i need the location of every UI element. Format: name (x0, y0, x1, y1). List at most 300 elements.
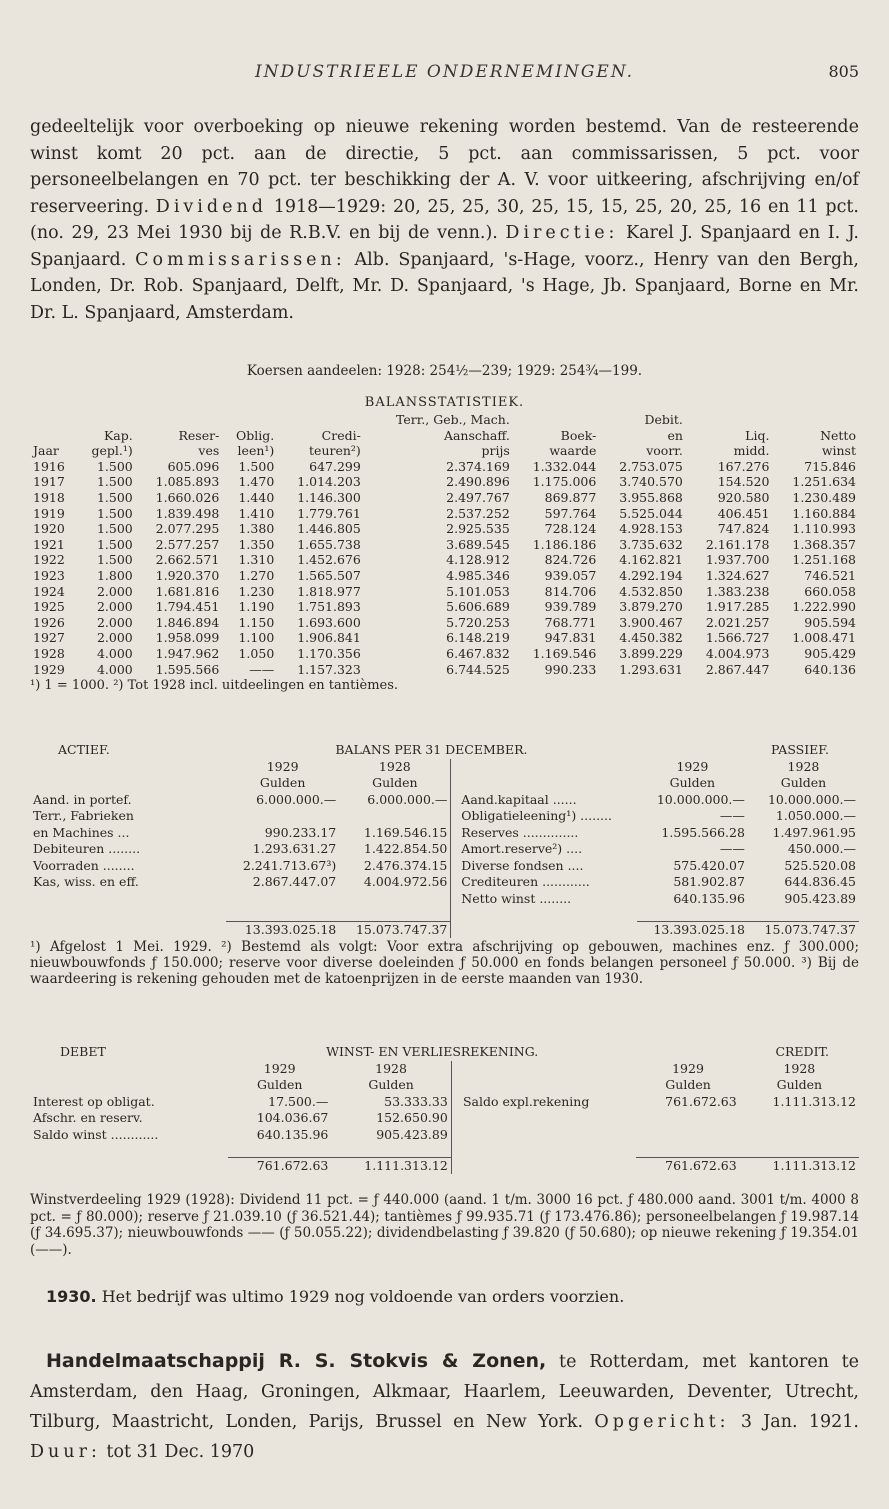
stats-value-cell: 2.867.447 (705, 661, 770, 677)
stats-value-cell: 1.170.356 (297, 645, 361, 661)
ledger-right-value-1: 575.420.07 (673, 857, 745, 873)
ledger-right-value-1: —— (719, 808, 745, 823)
ledger-left-value-1: 640.135.96 (256, 1126, 329, 1142)
stats-year-cell: 1927 (33, 630, 65, 646)
ledger-left-value-1 (226, 808, 339, 825)
balance-sheet (30, 742, 859, 987)
ledger-left-value-2 (339, 808, 451, 825)
stats-value-cell: 1.958.099 (155, 630, 220, 646)
ledger-right-label: Aand.kapitaal ...... (461, 791, 577, 807)
stats-value-cell: 4.292.194 (619, 567, 683, 583)
stats-value-cell: 1.947.962 (155, 645, 220, 661)
note-1930 (30, 1286, 859, 1308)
stats-header-cell: Aanschaff. (443, 427, 510, 443)
company-text: te Rotterdam, met kantoren te Amsterdam, den Haag, Groningen, Alkmaar, Haarlem, Leeuwarden, Deventer, Utrecht, Tilburg, Maastricht, Londen, Parijs, Brussel en New York. (30, 1352, 859, 1432)
stats-value-cell: —— (249, 661, 275, 677)
stats-value-cell: 1.906.841 (297, 630, 361, 646)
stats-value-cell: 1.800 (96, 567, 133, 583)
ledger-left-label: Kas, wiss. en eff. (33, 874, 139, 889)
stats-value-cell: 1.251.168 (792, 552, 856, 568)
stats-header-cell (222, 412, 277, 428)
ledger-row (30, 825, 859, 842)
stats-value-cell: 1.500 (96, 489, 133, 505)
note-1930-year: 1930. (46, 1287, 97, 1306)
profit-loss (30, 1044, 859, 1174)
stats-value-cell: 647.299 (309, 458, 361, 474)
stats-value-cell: 6.744.525 (446, 661, 510, 677)
pl-total-left-1: 761.672.63 (228, 1157, 331, 1174)
pl-year-left-1: 1929 (263, 1060, 296, 1076)
stats-value-cell: 6.148.219 (446, 630, 510, 646)
stats-value-cell: 3.900.467 (619, 614, 683, 630)
stats-value-cell: 746.521 (804, 567, 856, 583)
pl-total-left-2: 1.111.313.12 (331, 1157, 451, 1174)
ledger-row (30, 874, 859, 891)
ledger-right-value-1: —— (719, 841, 745, 856)
ledger-left-label: Debiteuren ........ (33, 841, 141, 856)
stats-value-cell: 1.190 (238, 599, 275, 615)
stats-year-cell: 1919 (33, 505, 65, 521)
ledger-row (30, 841, 859, 858)
bs-year-left-2: 1928 (378, 758, 411, 774)
stats-value-cell: 814.706 (544, 583, 597, 599)
stats-value-cell: 1.920.370 (155, 567, 220, 583)
credit-label: CREDIT. (775, 1044, 829, 1059)
ledger-row (30, 808, 859, 825)
stats-value-cell: 1.566.727 (705, 630, 770, 646)
table-row (30, 584, 859, 600)
stats-value-cell: 1.383.238 (705, 583, 770, 599)
table-row (30, 552, 859, 568)
directie-label: Directie: (505, 223, 619, 243)
stats-value-cell: 1.008.471 (792, 630, 856, 646)
pl-unit-right-1: Gulden (665, 1077, 711, 1092)
ledger-right-label: Crediteuren ............ (461, 874, 590, 889)
stats-value-cell: 1.500 (238, 458, 275, 474)
stats-header-cell: voorr. (646, 443, 683, 459)
balance-stats-table (30, 412, 859, 677)
stats-header-row (30, 428, 859, 444)
stats-value-cell: 1.917.285 (705, 599, 770, 615)
stats-header-cell: gepl.¹) (91, 443, 133, 459)
koersen-line: Koersen aandeelen: 1928: 254½—239; 1929: 254¾—199. (246, 363, 643, 379)
bs-unit-right-2: Gulden (780, 775, 827, 790)
stats-value-cell: 1.500 (96, 474, 133, 490)
stats-value-cell: 1.839.498 (155, 505, 220, 521)
stats-value-cell: 1.222.990 (792, 599, 856, 615)
pl-total-right-2: 1.111.313.12 (740, 1157, 859, 1174)
ledger-left-label: Saldo winst ............ (33, 1126, 159, 1142)
stats-header-cell (30, 428, 77, 444)
stats-value-cell: 2.925.535 (446, 521, 510, 537)
ledger-left-value-2: 905.423.89 (376, 1126, 448, 1142)
stats-header-cell: teuren²) (309, 443, 361, 459)
bs-total-right-2: 15.073.747.37 (748, 921, 859, 938)
bs-year-right-2: 1928 (787, 758, 820, 774)
ledger-left-label: Terr., Fabrieken (33, 808, 134, 823)
stats-value-cell: 1.230 (238, 583, 275, 599)
stats-year-cell: 1924 (33, 583, 65, 599)
stats-value-cell: 4.450.382 (619, 630, 683, 646)
winstverdeeling: Winstverdeeling 1929 (1928): Dividend 11 pct. = ƒ 440.000 (aand. 1 t/m. 3000 16 pct. ƒ 480.000 aand. 3001 t/m. 4000 8 pct. = ƒ 80.000); reserve ƒ 21.039.10 (ƒ 36.521.44); tantièmes ƒ 99.935.71 (ƒ 173.476.86); personeelbelangen ƒ 19.987.14 (ƒ 34.695.37); nieuwbouwfonds —— (ƒ 50.055.22); dividendbelasting ƒ 39.820 (ƒ 50.680); op nieuwe rekening ƒ 19.354.01 (——). (30, 1192, 859, 1258)
stats-value-cell: 1.470 (238, 474, 275, 490)
ledger-left-value-2: 53.333.33 (384, 1093, 448, 1109)
bs-year-right-1: 1929 (676, 758, 709, 774)
stats-value-cell: 905.594 (804, 614, 856, 630)
stats-year-cell: 1928 (33, 645, 65, 661)
pl-unit-left-1: Gulden (256, 1077, 303, 1092)
stats-value-cell: 4.128.912 (446, 552, 510, 568)
stats-header-cell: Oblig. (236, 427, 275, 443)
stats-value-cell: 2.753.075 (619, 458, 683, 474)
stats-value-cell: 1.332.044 (532, 458, 597, 474)
stats-header-cell: prijs (481, 443, 510, 459)
stats-value-cell: 2.077.295 (155, 521, 220, 537)
stats-value-cell: 1.452.676 (297, 552, 361, 568)
running-header (30, 62, 859, 90)
stats-value-cell: 1.186.186 (532, 536, 597, 552)
ledger-left-label: Interest op obligat. (33, 1093, 155, 1109)
stats-header-cell: leen¹) (237, 443, 275, 459)
stats-value-cell: 1.169.546 (532, 645, 597, 661)
stats-value-cell: 3.689.545 (446, 536, 510, 552)
balance-stats-title: BALANSSTATISTIEK. (364, 395, 525, 410)
balance-sheet-table (30, 742, 859, 938)
stats-value-cell: 5.720.253 (446, 614, 510, 630)
ledger-right-label: Amort.reserve²) .... (461, 841, 583, 856)
table-row (30, 646, 859, 662)
stats-value-cell: 747.824 (717, 521, 770, 537)
directie-text: Karel J. Spanjaard en I. J. Spanjaard. (30, 223, 859, 270)
stats-header-cell: ves (198, 443, 220, 459)
stats-value-cell: 406.451 (717, 505, 770, 521)
ledger-left-value-2: 1.422.854.50 (363, 841, 448, 856)
actief-label: ACTIEF. (58, 742, 110, 757)
ledger-right-value-1: 581.902.87 (673, 874, 745, 889)
stats-value-cell: 990.233 (544, 661, 597, 677)
stats-value-cell: 3.879.270 (619, 599, 683, 615)
dividend-label: Dividend (155, 196, 267, 217)
stats-value-cell: 1.937.700 (705, 552, 770, 568)
stats-value-cell: 920.580 (717, 489, 770, 505)
company-name: Handelmaatschappij R. S. Stokvis & Zonen, (46, 1350, 547, 1372)
stats-value-cell: 154.520 (717, 474, 770, 490)
stats-value-cell: 1.270 (238, 567, 275, 583)
stats-value-cell: 1.110.993 (792, 521, 856, 537)
ledger-left-value-2: 2.476.374.15 (363, 857, 448, 873)
stats-value-cell: 3.740.570 (619, 474, 683, 490)
stats-header-cell (686, 412, 773, 428)
stats-value-cell: 1.150 (238, 614, 275, 630)
stats-header-cell: Kap. (103, 427, 133, 443)
stats-value-cell: 1.693.600 (297, 614, 361, 630)
stats-value-cell: 1.681.816 (155, 583, 220, 599)
stats-value-cell: 1.310 (238, 552, 275, 568)
bs-year-left-1: 1929 (266, 758, 299, 774)
stats-value-cell: 1.050 (238, 645, 275, 661)
stats-value-cell: 1.157.323 (297, 661, 361, 677)
stats-value-cell: 1.446.805 (297, 521, 361, 537)
stats-value-cell: 1.100 (238, 630, 275, 646)
stats-header-cell (772, 412, 859, 428)
debet-label: DEBET (60, 1044, 106, 1059)
commissarissen-label: Commissarissen: (135, 249, 346, 270)
stats-value-cell: 2.161.178 (705, 536, 770, 552)
stats-year-cell: 1922 (33, 552, 65, 568)
profit-loss-table (30, 1044, 859, 1174)
ledger-right-value-2: 525.520.08 (784, 857, 856, 873)
stats-value-cell: 1.500 (96, 536, 133, 552)
bs-unit-left-1: Gulden (259, 775, 306, 790)
ledger-left-value-1: 2.867.447.07 (252, 874, 337, 889)
stats-header-row (30, 443, 859, 459)
stats-value-cell: 1.230.489 (792, 489, 856, 505)
ledger-right-label: Diverse fondsen .... (461, 857, 584, 873)
stats-value-cell: 2.000 (96, 599, 133, 615)
running-title: INDUSTRIEELE ONDERNEMINGEN. (254, 62, 635, 82)
opgericht-label: Opgericht: (594, 1412, 730, 1432)
stats-header-cell (513, 412, 600, 428)
pl-unit-right-2: Gulden (776, 1077, 823, 1092)
stats-value-cell: 1.779.761 (297, 505, 361, 521)
ledger-right-label: Reserves .............. (461, 824, 579, 840)
stats-value-cell: 4.162.821 (619, 552, 683, 568)
table-row (30, 568, 859, 584)
ledger-left-value-2: 6.000.000.— (367, 791, 448, 807)
passief-label: PASSIEF. (771, 742, 829, 757)
ledger-row (30, 1127, 859, 1144)
stats-value-cell: 1.595.566 (155, 661, 220, 677)
balance-stats-footnote: ¹) 1 = 1000. ²) Tot 1928 incl. uitdeelingen en tantièmes. (30, 678, 399, 694)
stats-value-cell: 1.085.893 (155, 474, 220, 490)
stats-value-cell: 1.014.203 (297, 474, 361, 490)
stats-value-cell: 2.000 (96, 583, 133, 599)
stats-value-cell: 4.004.973 (705, 645, 770, 661)
stats-value-cell: 1.818.977 (297, 583, 361, 599)
stats-value-cell: 1.751.893 (297, 599, 361, 615)
table-row (30, 490, 859, 506)
stats-value-cell: 2.000 (96, 630, 133, 646)
stats-value-cell: 2.490.896 (446, 474, 510, 490)
stats-header-row (30, 412, 859, 428)
ledger-left-value-2: 1.169.546.15 (363, 824, 448, 840)
stats-header-cell (277, 412, 364, 428)
bs-total-right-1: 13.393.025.18 (637, 921, 748, 938)
stats-value-cell: 2.000 (96, 614, 133, 630)
stats-value-cell: 1.846.894 (155, 614, 220, 630)
ledger-row (30, 1110, 859, 1127)
stats-value-cell: 4.000 (96, 645, 133, 661)
ledger-left-value-1: 6.000.000.— (256, 791, 337, 807)
stats-value-cell: 728.124 (544, 521, 597, 537)
stats-value-cell: 1.440 (238, 489, 275, 505)
ledger-left-label: en Machines ... (33, 824, 130, 840)
ledger-right-value-2: 1.111.313.12 (772, 1093, 856, 1109)
ledger-left-value-1: 17.500.— (268, 1093, 329, 1109)
stats-value-cell: 1.160.884 (792, 505, 856, 521)
duur-label: Duur: (30, 1442, 101, 1462)
stats-value-cell: 4.985.346 (446, 567, 510, 583)
ledger-left-label: Voorraden ........ (33, 857, 135, 873)
stats-year-cell: 1929 (33, 661, 65, 677)
stats-value-cell: 947.831 (544, 630, 597, 646)
stats-value-cell: 3.955.868 (619, 489, 683, 505)
bs-total-left-2: 15.073.747.37 (339, 921, 451, 938)
stats-header-cell (30, 412, 77, 428)
stats-value-cell: 3.899.229 (619, 645, 683, 661)
stats-value-cell: 3.735.632 (619, 536, 683, 552)
stats-value-cell: 2.537.252 (446, 505, 510, 521)
stats-value-cell: 1.794.451 (155, 599, 220, 615)
balance-sheet-footnote: ¹) Afgelost 1 Mei. 1929. ²) Bestemd als volgt: Voor extra afschrijving op gebouwen, machines enz. ƒ 300.000; nieuwbouwfonds ƒ 150.000; reserve voor diverse doeleinden ƒ 50.000 en fonds belangen personeel ƒ 50.000. ³) Bij de waardeering is rekening gehouden met de katoenprijzen in de eerste maanden van 1930. (30, 939, 859, 987)
stats-value-cell: 597.764 (544, 505, 597, 521)
stats-value-cell: 1.500 (96, 521, 133, 537)
stats-value-cell: 1.565.507 (297, 567, 361, 583)
stats-value-cell: 1.350 (238, 536, 275, 552)
stats-value-cell: 640.136 (804, 661, 856, 677)
bs-unit-left-2: Gulden (372, 775, 418, 790)
company-entry (30, 1346, 859, 1467)
table-row (30, 474, 859, 490)
stats-value-cell: 869.877 (544, 489, 597, 505)
stats-value-cell: 2.021.257 (705, 614, 770, 630)
stats-year-cell: 1918 (33, 489, 65, 505)
stats-header-cell (136, 412, 223, 428)
table-row (30, 662, 859, 678)
stats-value-cell: 660.058 (804, 583, 856, 599)
note-1930-text: Het bedrijf was ultimo 1929 nog voldoende van orders voorzien. (101, 1287, 625, 1306)
ledger-right-value-2: 644.836.45 (784, 874, 856, 889)
stats-value-cell: 715.846 (804, 458, 856, 474)
bs-total-left-1: 13.393.025.18 (226, 921, 339, 938)
ledger-right-value-2: 10.000.000.— (767, 791, 856, 807)
table-row (30, 506, 859, 522)
stats-value-cell: 1.146.300 (297, 489, 361, 505)
stats-value-cell: 4.532.850 (619, 583, 683, 599)
stats-header-cell: Liq. (745, 427, 770, 443)
ledger-right-label: Obligatieleening¹) ........ (461, 808, 612, 823)
stats-value-cell: 1.324.627 (705, 567, 770, 583)
stats-header-cell: Boek- (560, 427, 597, 443)
ledger-right-value-1: 1.595.566.28 (661, 824, 745, 840)
table-row (30, 599, 859, 615)
ledger-row (30, 891, 859, 908)
stats-value-cell: 4.928.153 (619, 521, 683, 537)
stats-header-cell: Jaar (33, 443, 59, 459)
stats-value-cell: 1.380 (238, 521, 275, 537)
stats-value-cell: 2.577.257 (155, 536, 220, 552)
stats-value-cell: 5.101.053 (446, 583, 510, 599)
stats-header-cell: Reser- (178, 427, 220, 443)
ledger-right-value-2: 1.050.000.— (775, 808, 856, 823)
stats-value-cell: 5.525.044 (619, 505, 683, 521)
ledger-left-value-2: 4.004.972.56 (363, 874, 448, 889)
stats-value-cell: 824.726 (544, 552, 597, 568)
ledger-right-value-1: 761.672.63 (665, 1093, 737, 1109)
stats-value-cell: 605.096 (167, 458, 220, 474)
ledger-row (30, 1094, 859, 1111)
ledger-right-value-1: 10.000.000.— (656, 791, 745, 807)
stats-value-cell: 1.500 (96, 458, 133, 474)
stats-header-cell: Netto (820, 427, 856, 443)
pl-year-left-2: 1928 (375, 1060, 407, 1076)
pl-total-right-1: 761.672.63 (636, 1157, 739, 1174)
stats-value-cell: 905.429 (804, 645, 856, 661)
stats-value-cell: 1.368.357 (792, 536, 856, 552)
ledger-left-value-1: 2.241.713.67³) (242, 857, 337, 873)
ledger-left-label: Afschr. en reserv. (33, 1110, 143, 1125)
pl-year-right-2: 1928 (783, 1060, 816, 1076)
stats-header-cell: Terr., Geb., Mach. (395, 412, 510, 427)
balance-sheet-title: BALANS PER 31 DECEMBER. (335, 742, 528, 757)
stats-header-cell: Debit. (644, 412, 683, 427)
ledger-right-label: Netto winst ........ (461, 890, 572, 906)
duur-text: tot 31 Dec. 1970 (106, 1442, 255, 1462)
stats-value-cell: 2.374.169 (446, 458, 510, 474)
stats-value-cell: 1.175.006 (532, 474, 597, 490)
stats-value-cell: 167.276 (717, 458, 770, 474)
ledger-right-value-2: 1.497.961.95 (772, 824, 856, 840)
page-number: 805 (828, 62, 859, 81)
stats-value-cell: 768.771 (544, 614, 597, 630)
stats-year-cell: 1917 (33, 474, 65, 490)
stats-header-cell: winst (821, 443, 856, 459)
ledger-right-value-2: 905.423.89 (784, 890, 856, 906)
stats-header-cell: midd. (733, 443, 770, 459)
stats-value-cell: 2.497.767 (446, 489, 510, 505)
stats-value-cell: 4.000 (96, 661, 133, 677)
ledger-right-value-2: 450.000.— (787, 841, 856, 856)
ledger-row (30, 792, 859, 809)
ledger-left-value-2: 152.650.90 (376, 1110, 448, 1125)
intro-paragraph (30, 114, 859, 326)
stats-value-cell: 1.655.738 (297, 536, 361, 552)
stats-value-cell: 1.410 (238, 505, 275, 521)
stats-value-cell: 6.467.832 (446, 645, 510, 661)
stats-year-cell: 1916 (33, 458, 65, 474)
stats-value-cell: 1.500 (96, 505, 133, 521)
ledger-right-value-1: 640.135.96 (673, 890, 745, 906)
stats-value-cell: 2.662.571 (155, 552, 220, 568)
table-row (30, 459, 859, 475)
stats-header-cell: en (667, 427, 683, 443)
stats-year-cell: 1921 (33, 536, 65, 552)
dividend-text: 1918—1929: 20, 25, 25, 30, 25, 15, 15, 25, 20, 25, 16 en 11 pct. (no. 29, 23 Mei 1930 bij de R.B.V. en bij de venn.). (30, 196, 859, 243)
stats-year-cell: 1923 (33, 567, 65, 583)
stats-value-cell: 1.500 (96, 552, 133, 568)
stats-year-cell: 1925 (33, 599, 65, 615)
stats-value-cell: 1.251.634 (792, 474, 856, 490)
table-row (30, 521, 859, 537)
ledger-left-value-1: 104.036.67 (256, 1110, 329, 1125)
balance-stats-block (30, 412, 859, 694)
ledger-row (30, 858, 859, 875)
intro-text: gedeeltelijk voor overboeking op nieuwe rekening worden bestemd. Van de resteerende winst komt 20 pct. aan de directie, 5 pct. aan commissarissen, 5 pct. voor personeelbelangen en 70 pct. ter beschikking der A. V. voor uitkeering, afschrijving en/of reserveering. (30, 117, 859, 217)
stats-header-cell: Credi- (321, 427, 361, 443)
ledger-right-label: Saldo expl.rekening (462, 1093, 590, 1109)
stats-value-cell: 1.293.631 (619, 661, 683, 677)
stats-value-cell: 5.606.689 (446, 599, 510, 615)
stats-header-cell: waarde (549, 443, 597, 459)
opgericht-text: 3 Jan. 1921. (740, 1412, 859, 1432)
pl-year-right-1: 1929 (672, 1060, 704, 1076)
table-row (30, 615, 859, 631)
stats-year-cell: 1920 (33, 521, 65, 537)
pl-unit-left-2: Gulden (368, 1077, 414, 1092)
ledger-left-value-1: 1.293.631.27 (252, 841, 337, 856)
profit-loss-title: WINST- EN VERLIESREKENING. (326, 1044, 539, 1059)
ledger-left-value-1: 990.233.17 (264, 824, 337, 840)
